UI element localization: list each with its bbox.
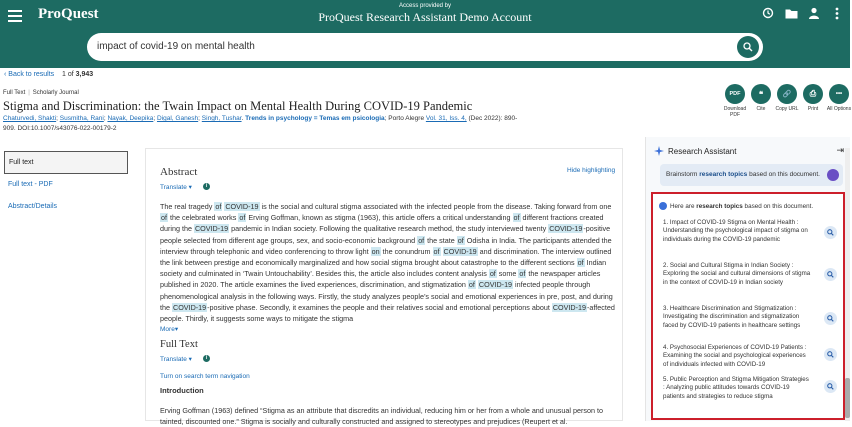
topics-intro	[659, 202, 813, 210]
page-scrollbar[interactable]	[845, 148, 850, 421]
search-input[interactable]	[87, 33, 763, 61]
avatar	[827, 169, 839, 181]
topic-search-button[interactable]	[824, 348, 837, 361]
document-actions	[724, 84, 850, 118]
result-position	[62, 71, 93, 78]
action-label: Print	[807, 106, 819, 112]
highlighted-term: COVID-19	[194, 224, 229, 234]
nav-full-text-pdf[interactable]: Full text - PDF	[8, 181, 53, 188]
sparkle-icon	[654, 146, 664, 156]
top-bar	[0, 0, 850, 68]
action-label: Download PDF	[723, 106, 747, 118]
highlighted-term: COVID-19	[478, 280, 513, 290]
folder-icon[interactable]	[784, 6, 798, 20]
highlighted-term: of	[215, 202, 222, 211]
search-icon	[827, 271, 834, 278]
nav-abstract-details[interactable]: Abstract/Details	[8, 203, 58, 210]
action-label: All Options	[826, 106, 852, 112]
highlighted-term: COVID-19	[225, 202, 259, 211]
research-assistant-title	[654, 146, 736, 156]
author-link[interactable]: Singh, Tushar	[201, 115, 242, 122]
user-icon[interactable]	[807, 6, 821, 20]
search-button[interactable]	[737, 36, 759, 58]
abstract-heading: Abstract	[160, 166, 198, 178]
topic-search-button[interactable]	[824, 380, 837, 393]
result-position-label: 1 of	[62, 71, 74, 78]
highlighted-term: of	[519, 269, 526, 279]
search-icon	[827, 315, 834, 322]
search-query[interactable]: impact of covid-19 on mental health	[97, 41, 255, 52]
search-icon	[827, 383, 834, 390]
topic-search-button[interactable]	[824, 268, 837, 281]
account-name: ProQuest Research Assistant Demo Account	[318, 10, 532, 24]
print-button[interactable]	[802, 84, 824, 118]
search-icon	[827, 351, 834, 358]
research-topic-item: 3. Healthcare Discrimination and Stigmatization : Investigating the discrimination and stigmatization faced by COVID-19 patients in healthcare settings	[663, 305, 801, 329]
intro-prefix: Here are	[670, 202, 697, 210]
result-total: 3,943	[75, 71, 94, 78]
document-title: Stigma and Discrimination: the Twain Impact on Mental Health During COVID-19 Pandemic	[3, 99, 473, 113]
info-icon[interactable]: i	[203, 355, 210, 362]
highlighted-term: COVID-19	[443, 246, 477, 256]
introduction-heading: Introduction	[160, 386, 204, 395]
journal-link[interactable]: Trends in psychology = Temas em psicologia	[245, 115, 385, 122]
link-icon: 🔗	[777, 84, 797, 104]
research-topic-item: 5. Public Perception and Stigma Mitigation Strategies : Analyzing public attitudes towards COVID-19 patients and strategies to reduce stigma	[663, 376, 809, 400]
app-logo[interactable]: ProQuest	[38, 6, 99, 22]
topic-search-button[interactable]	[824, 226, 837, 239]
brainstorm-prefix: Brainstorm	[666, 171, 700, 178]
print-icon: ⎙	[803, 84, 823, 104]
doc-type: Full Text	[3, 90, 26, 96]
highlighted-term: of	[433, 246, 440, 256]
ra-title-text: Research Assistant	[668, 146, 737, 156]
highlighted-term: of	[418, 235, 425, 245]
assistant-icon	[659, 202, 667, 210]
action-label: Copy URL	[775, 106, 799, 112]
citation-line: Chaturvedi, Shakti; Susmitha, Rani; Nayak, Deepika; Digal, Ganesh; Singh, Tushar. Trends in psychology = Temas em psicologia; Porto Alegre Vol. 31, Iss. 4, (Dec 2022): 890-909. DOI:10.1007/s43076-022-00179-2	[3, 115, 518, 132]
brainstorm-bold: research topics	[699, 171, 748, 178]
doc-type-line: Full Text | Scholarly Journal	[3, 90, 79, 96]
more-icon[interactable]	[830, 6, 844, 20]
research-topic-item: 1. Impact of COVID-19 Stigma on Mental Health : Understanding the psychological impact of stigma on individuals during the COVID-19 pandemic	[663, 219, 808, 243]
introduction-text: Erving Goffman (1963) defined “Stigma as an attribute that discredits an individual, reducing him or her from a whole and unusual person to tainted, discounted one.” Stigma is socially and culturally constructed and assigned to stereotypes and prejudices (Reupert et al.	[160, 406, 603, 427]
highlighted-term: COVID-19	[173, 302, 207, 312]
author-link[interactable]: Digal, Ganesh	[156, 115, 199, 122]
translate-label: Translate	[160, 184, 187, 191]
search-icon	[743, 42, 753, 52]
topic-search-button[interactable]	[824, 312, 837, 325]
research-topic-item: 2. Social and Cultural Stigma in Indian Society : Exploring the social and cultural dimensions of stigma in the context of COVID-19 in Indian society	[663, 262, 811, 286]
search-term-navigation-link[interactable]: Turn on search term navigation	[160, 373, 250, 380]
more-label: More	[160, 326, 175, 333]
translate-label: Translate	[160, 356, 187, 363]
abstract-translate-dropdown[interactable]: Translate ▾	[160, 184, 192, 191]
full-text-heading: Full Text	[160, 339, 198, 350]
access-line: Access provided by	[398, 3, 452, 9]
brainstorm-suffix: based on this document.	[747, 171, 820, 178]
highlighted-term: of	[513, 213, 520, 223]
highlighted-term: COVID-19	[549, 224, 583, 234]
top-icons	[761, 6, 844, 20]
abstract-text: The real tragedy of COVID-19 is the social and cultural stigma associated with the infected people from the disease. Taking forward from one of the celebrated works of Erving Goffman, known as stigma (1963), this article offers a critical understanding of different fractions created during the COVID-19 pandemic in Indian society. Following the qualitative research method, the study interviewed twenty COVID-19-positive people selected from different age groups, sex, and socio-economic background of the state of Odisha in India. The participants attended the interview through telephonic and video conferencing to throw light on the conundrum of COVID-19 and discrimination. The interview outlined the link between prestige and economically marginalized and how social stigma brought about catastrophe to the different sections of Indian society and culminated in ‘Twain Untouchability’. Besides this, the article also includes content analysis of some of the newspaper articles published in 2020. The article examines the lived experiences, discrimination, and stigmatization of COVID-19 infected people through phenomenological analysis in the following ways. Firstly, the study analyzes people’s social and emotional experiences in pre, post, and during the COVID-19-positive phase. Secondly, it examines the people and their relatives social and emotional perceptions about COVID-19-affected people. Thirdly, it suggests some ways to mitigate the stigma	[160, 202, 615, 324]
quote-icon: ❝	[751, 84, 771, 104]
collapse-panel-icon[interactable]: ⇥	[836, 145, 844, 155]
highlighted-term: of	[577, 258, 584, 268]
highlighted-term: on	[371, 246, 380, 256]
highlighted-term: of	[489, 269, 496, 279]
author-link[interactable]: Susmitha, Rani	[59, 115, 104, 122]
highlighted-term: of	[457, 235, 464, 245]
action-label: Cite	[756, 106, 766, 112]
brainstorm-topics-button[interactable]	[660, 164, 843, 186]
date-pages-doi: (Dec 2022): 890-909. DOI:10.1007/s43076-022-00179-2	[3, 115, 518, 132]
scrollbar-thumb[interactable]	[845, 378, 850, 418]
cite-button[interactable]	[750, 84, 772, 118]
copy-url-button[interactable]	[776, 84, 798, 118]
back-to-results-link[interactable]: ‹ Back to results	[4, 71, 55, 78]
info-icon[interactable]: i	[203, 183, 210, 190]
author-link[interactable]: Nayak, Deepika	[107, 115, 154, 122]
highlighted-term: COVID-19	[552, 302, 586, 312]
intro-bold: research topics	[696, 202, 743, 210]
author-link[interactable]: Chaturvedi, Shakti	[3, 115, 57, 122]
doc-kind: Scholarly Journal	[32, 90, 79, 96]
intro-suffix: based on this document.	[742, 202, 814, 210]
download-pdf-button[interactable]	[724, 84, 746, 118]
more-toggle[interactable]: More▾	[160, 326, 179, 333]
research-assistant-panel	[645, 137, 850, 421]
fulltext-translate-dropdown[interactable]: Translate ▾	[160, 356, 192, 363]
history-icon[interactable]	[761, 6, 775, 20]
search-icon	[827, 229, 834, 236]
highlighted-term: of	[239, 213, 246, 223]
publication-place: ; Porto Alegre	[384, 115, 425, 122]
nav-full-text[interactable]: Full text	[4, 151, 128, 174]
highlighted-term: of	[161, 213, 167, 223]
document-content	[145, 148, 623, 427]
research-topics-response	[651, 192, 845, 420]
volume-link[interactable]: Vol. 31, Iss. 4,	[425, 115, 467, 122]
all-options-button[interactable]	[828, 84, 850, 118]
hide-highlighting-link[interactable]: Hide highlighting	[567, 167, 616, 174]
highlighted-term: of	[468, 280, 475, 290]
research-topic-item: 4. Psychosocial Experiences of COVID-19 Patients : Examining the social and psychological experiences of individuals infected with COVID-19	[663, 344, 807, 368]
pdf-icon: PDF	[725, 84, 745, 104]
more-options-icon: •••	[829, 84, 849, 104]
